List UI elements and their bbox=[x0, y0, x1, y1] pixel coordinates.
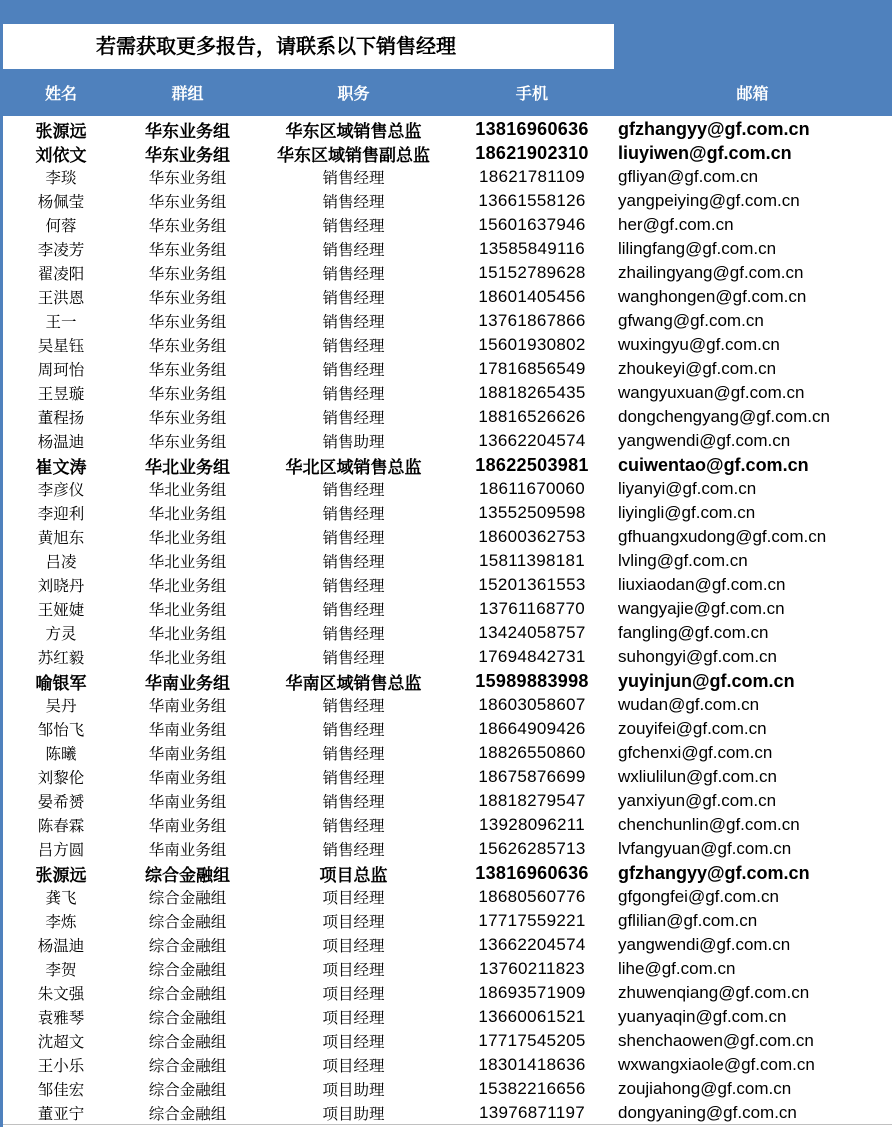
contact-group: 华北业务组 bbox=[148, 529, 227, 547]
table-row bbox=[3, 1029, 892, 1053]
contact-email[interactable]: gfliyan@gf.com.cn bbox=[618, 167, 759, 186]
contact-phone: 18816526626 bbox=[478, 407, 586, 426]
contact-email[interactable]: wuxingyu@gf.com.cn bbox=[618, 335, 780, 354]
contact-name: 方灵 bbox=[45, 625, 77, 643]
contact-email[interactable]: gfchenxi@gf.com.cn bbox=[618, 743, 773, 762]
contact-group: 华北业务组 bbox=[148, 577, 227, 595]
contact-role: 销售经理 bbox=[322, 193, 385, 211]
contact-phone: 13585849116 bbox=[478, 239, 586, 258]
contact-role: 销售经理 bbox=[322, 841, 385, 859]
table-row bbox=[3, 669, 892, 693]
contact-group: 综合金融组 bbox=[148, 1057, 227, 1075]
contact-phone: 13760211823 bbox=[478, 959, 586, 978]
table-row bbox=[3, 429, 892, 453]
contact-role: 销售经理 bbox=[322, 793, 385, 811]
contact-group: 华东业务组 bbox=[148, 337, 227, 355]
contact-email[interactable]: her@gf.com.cn bbox=[618, 215, 734, 234]
contact-group: 华南业务组 bbox=[148, 769, 227, 787]
contact-group: 华东业务组 bbox=[148, 385, 227, 403]
table-row bbox=[3, 357, 892, 381]
contact-name: 沈超文 bbox=[37, 1033, 85, 1051]
contact-email[interactable]: zoujiahong@gf.com.cn bbox=[618, 1079, 792, 1098]
contact-group: 华东业务组 bbox=[148, 361, 227, 379]
table-row bbox=[3, 309, 892, 333]
contact-group: 华东业务组 bbox=[148, 193, 227, 211]
contact-role: 销售经理 bbox=[322, 289, 385, 307]
contact-group: 华东业务组 bbox=[148, 169, 227, 187]
contact-name: 王一 bbox=[45, 313, 77, 331]
table-row bbox=[3, 957, 892, 981]
contact-phone: 13976871197 bbox=[478, 1103, 586, 1122]
contact-role: 销售经理 bbox=[322, 697, 385, 715]
table-row bbox=[3, 909, 892, 933]
contact-phone: 13661558126 bbox=[478, 191, 586, 210]
contact-email[interactable]: wxliulilun@gf.com.cn bbox=[618, 767, 777, 786]
contact-name: 董亚宁 bbox=[37, 1105, 85, 1123]
contact-name: 张源远 bbox=[35, 121, 87, 142]
contact-group: 华东业务组 bbox=[148, 433, 227, 451]
table-row bbox=[3, 141, 892, 165]
contact-name: 周珂怡 bbox=[37, 361, 85, 379]
table-row bbox=[3, 861, 892, 885]
contact-name: 吕方圆 bbox=[37, 841, 85, 859]
table-row bbox=[3, 597, 892, 621]
contact-group: 华东业务组 bbox=[148, 409, 227, 427]
contact-name: 邹怡飞 bbox=[37, 721, 85, 739]
contact-role: 销售经理 bbox=[322, 385, 385, 403]
contact-name: 袁雅琴 bbox=[37, 1009, 85, 1027]
contact-phone: 15601637946 bbox=[478, 215, 586, 234]
contact-phone: 15601930802 bbox=[478, 335, 586, 354]
contact-role: 销售经理 bbox=[322, 481, 385, 499]
contact-phone: 13552509598 bbox=[478, 503, 586, 522]
header-group: 群组 bbox=[171, 84, 204, 103]
contact-role: 项目经理 bbox=[322, 985, 385, 1003]
contact-group: 综合金融组 bbox=[148, 1009, 227, 1027]
contact-email[interactable]: yangwendi@gf.com.cn bbox=[618, 935, 791, 954]
contact-role: 华南区域销售总监 bbox=[285, 673, 422, 694]
table-row bbox=[3, 525, 892, 549]
contact-role: 项目经理 bbox=[322, 913, 385, 931]
contact-group: 综合金融组 bbox=[148, 985, 227, 1003]
contact-role: 销售经理 bbox=[322, 601, 385, 619]
contact-role: 销售经理 bbox=[322, 577, 385, 595]
contact-group: 华北业务组 bbox=[148, 649, 227, 667]
contact-group: 华北业务组 bbox=[148, 601, 227, 619]
contact-email[interactable]: yangpeiying@gf.com.cn bbox=[618, 191, 800, 210]
contact-phone: 13662204574 bbox=[478, 431, 586, 450]
contact-phone: 13662204574 bbox=[478, 935, 586, 954]
contact-name: 龚飞 bbox=[45, 889, 77, 907]
table-row bbox=[3, 1077, 892, 1101]
contact-email[interactable]: gfzhangyy@gf.com.cn bbox=[618, 862, 810, 883]
contact-group: 华东业务组 bbox=[148, 265, 227, 283]
contact-name: 刘黎伦 bbox=[37, 769, 85, 787]
contact-role: 华北区域销售总监 bbox=[285, 457, 422, 478]
contact-email[interactable]: shenchaowen@gf.com.cn bbox=[618, 1031, 814, 1050]
contact-phone: 13816960636 bbox=[475, 118, 589, 139]
contact-name: 杨佩莹 bbox=[37, 193, 85, 211]
table-row bbox=[3, 501, 892, 525]
contact-role: 项目经理 bbox=[322, 961, 385, 979]
contact-role: 销售经理 bbox=[322, 529, 385, 547]
contact-phone: 18680560776 bbox=[478, 887, 586, 906]
table-row bbox=[3, 477, 892, 501]
contact-phone: 18603058607 bbox=[478, 695, 586, 714]
contact-name: 李凌芳 bbox=[37, 241, 85, 259]
contact-name: 翟凌阳 bbox=[37, 265, 85, 283]
contact-name: 杨温迪 bbox=[37, 433, 85, 451]
contact-name: 陈曦 bbox=[45, 745, 77, 763]
table-row bbox=[3, 405, 892, 429]
table-row bbox=[3, 261, 892, 285]
table-row bbox=[3, 453, 892, 477]
contact-role: 销售经理 bbox=[322, 649, 385, 667]
header-phone: 手机 bbox=[515, 86, 549, 103]
contact-phone: 18301418636 bbox=[478, 1055, 586, 1074]
contact-group: 综合金融组 bbox=[148, 961, 227, 979]
contact-phone: 18621902310 bbox=[475, 142, 589, 163]
contact-role: 销售经理 bbox=[322, 409, 385, 427]
table-row bbox=[3, 645, 892, 669]
contact-email[interactable]: zhoukeyi@gf.com.cn bbox=[618, 359, 777, 378]
contact-group: 综合金融组 bbox=[148, 937, 227, 955]
contact-group: 华东业务组 bbox=[148, 217, 227, 235]
contact-group: 华南业务组 bbox=[148, 745, 227, 763]
contact-group: 综合金融组 bbox=[148, 1105, 227, 1123]
header-email: 邮箱 bbox=[736, 86, 769, 103]
contact-email[interactable]: cuiwentao@gf.com.cn bbox=[618, 454, 809, 475]
contact-email[interactable]: dongchengyang@gf.com.cn bbox=[618, 407, 830, 426]
contact-email[interactable]: yuanyaqin@gf.com.cn bbox=[618, 1007, 787, 1026]
contact-group: 华南业务组 bbox=[148, 817, 227, 835]
contact-name: 何蓉 bbox=[45, 217, 77, 235]
contact-phone: 13928096211 bbox=[478, 815, 586, 834]
contact-name: 刘依文 bbox=[35, 145, 87, 166]
contact-group: 华南业务组 bbox=[148, 793, 227, 811]
contact-email[interactable]: gfzhangyy@gf.com.cn bbox=[618, 118, 810, 139]
table-row bbox=[3, 213, 892, 237]
contact-name: 杨温迪 bbox=[37, 937, 85, 955]
contact-group: 华东业务组 bbox=[148, 241, 227, 259]
contact-phone: 13424058757 bbox=[478, 623, 586, 642]
contact-phone: 18818279547 bbox=[478, 791, 586, 810]
contact-email[interactable]: zouyifei@gf.com.cn bbox=[618, 719, 767, 738]
contact-name: 崔文涛 bbox=[35, 457, 87, 478]
contact-name: 刘晓丹 bbox=[37, 577, 85, 595]
table-row bbox=[3, 1053, 892, 1077]
table-bottom-border bbox=[3, 1124, 892, 1125]
contact-phone: 18826550860 bbox=[478, 743, 586, 762]
contact-group: 华北业务组 bbox=[148, 625, 227, 643]
contact-role: 项目经理 bbox=[322, 889, 385, 907]
contact-email[interactable]: liuyiwen@gf.com.cn bbox=[618, 142, 792, 163]
contact-group: 华南业务组 bbox=[148, 697, 227, 715]
contact-name: 王娅婕 bbox=[37, 601, 85, 619]
contact-name: 王洪恩 bbox=[37, 289, 85, 307]
contact-name: 陈春霖 bbox=[37, 817, 85, 835]
table-row bbox=[3, 981, 892, 1005]
contact-email[interactable]: fangling@gf.com.cn bbox=[618, 623, 769, 642]
contact-phone: 18601405456 bbox=[478, 287, 586, 306]
table-row bbox=[3, 789, 892, 813]
contact-email[interactable]: lilingfang@gf.com.cn bbox=[618, 239, 777, 258]
contact-role: 销售助理 bbox=[322, 433, 385, 451]
contact-phone: 15989883998 bbox=[475, 670, 589, 691]
contact-email[interactable]: wudan@gf.com.cn bbox=[618, 695, 760, 714]
contact-role: 项目经理 bbox=[322, 1009, 385, 1027]
table-row bbox=[3, 189, 892, 213]
table-row bbox=[3, 933, 892, 957]
table-row bbox=[3, 117, 892, 141]
contact-email[interactable]: lvfangyuan@gf.com.cn bbox=[618, 839, 792, 858]
contact-role: 销售经理 bbox=[322, 337, 385, 355]
contact-role: 销售经理 bbox=[322, 265, 385, 283]
contact-email[interactable]: gflilian@gf.com.cn bbox=[618, 911, 758, 930]
contact-phone: 15811398181 bbox=[478, 551, 586, 570]
contact-group: 华北业务组 bbox=[148, 481, 227, 499]
contact-group: 综合金融组 bbox=[148, 1081, 227, 1099]
table-row bbox=[3, 333, 892, 357]
table-row bbox=[3, 1005, 892, 1029]
contact-email[interactable]: yangwendi@gf.com.cn bbox=[618, 431, 791, 450]
contact-phone: 17717545205 bbox=[478, 1031, 586, 1050]
contact-role: 项目总监 bbox=[319, 865, 388, 886]
contact-email[interactable]: liyingli@gf.com.cn bbox=[618, 503, 756, 522]
contact-role: 项目助理 bbox=[322, 1081, 385, 1099]
contact-group: 华东业务组 bbox=[145, 121, 230, 142]
contact-phone: 17816856549 bbox=[478, 359, 586, 378]
contact-phone: 13816960636 bbox=[475, 862, 589, 883]
table-row bbox=[3, 693, 892, 717]
contact-phone: 13660061521 bbox=[478, 1007, 586, 1026]
contact-phone: 18600362753 bbox=[478, 527, 586, 546]
contact-role: 项目经理 bbox=[322, 1033, 385, 1051]
contact-name: 邹佳宏 bbox=[37, 1081, 85, 1099]
contact-name: 苏红毅 bbox=[37, 649, 85, 667]
table-row bbox=[3, 621, 892, 645]
table-row bbox=[3, 237, 892, 261]
contact-phone: 18611670060 bbox=[478, 479, 586, 498]
table-row bbox=[3, 573, 892, 597]
contact-email[interactable]: chenchunlin@gf.com.cn bbox=[618, 815, 800, 834]
contact-role: 华东区域销售总监 bbox=[285, 121, 422, 142]
contact-role: 华东区域销售副总监 bbox=[277, 145, 430, 166]
contact-email[interactable]: liyanyi@gf.com.cn bbox=[618, 479, 757, 498]
contact-group: 华北业务组 bbox=[148, 553, 227, 571]
contact-group: 华北业务组 bbox=[145, 457, 230, 478]
contact-name: 李迎利 bbox=[37, 505, 85, 523]
contact-email[interactable]: liuxiaodan@gf.com.cn bbox=[618, 575, 786, 594]
contact-phone: 15382216656 bbox=[478, 1079, 586, 1098]
table-row bbox=[3, 741, 892, 765]
contact-role: 销售经理 bbox=[322, 625, 385, 643]
table-row bbox=[3, 837, 892, 861]
contact-role: 销售经理 bbox=[322, 169, 385, 187]
contact-phone: 13761168770 bbox=[478, 599, 586, 618]
contact-group: 综合金融组 bbox=[148, 913, 227, 931]
contact-role: 销售经理 bbox=[322, 769, 385, 787]
contact-phone: 18621781109 bbox=[478, 167, 586, 186]
table-row bbox=[3, 381, 892, 405]
contact-role: 销售经理 bbox=[322, 241, 385, 259]
contact-phone: 18818265435 bbox=[478, 383, 586, 402]
contact-table bbox=[3, 117, 892, 1125]
contact-role: 销售经理 bbox=[322, 505, 385, 523]
contact-role: 销售经理 bbox=[322, 817, 385, 835]
contact-email[interactable]: wangyajie@gf.com.cn bbox=[618, 599, 785, 618]
contact-phone: 17694842731 bbox=[478, 647, 586, 666]
contact-group: 华东业务组 bbox=[148, 313, 227, 331]
table-row bbox=[3, 813, 892, 837]
contact-email[interactable]: dongyaning@gf.com.cn bbox=[618, 1103, 797, 1122]
contact-group: 华南业务组 bbox=[148, 841, 227, 859]
contact-group: 华东业务组 bbox=[148, 289, 227, 307]
contact-name: 张源远 bbox=[35, 865, 87, 886]
table-row bbox=[3, 885, 892, 909]
contact-role: 销售经理 bbox=[322, 313, 385, 331]
contact-name: 吕凌 bbox=[45, 553, 77, 571]
contact-name: 李炼 bbox=[45, 913, 77, 931]
contact-email[interactable]: suhongyi@gf.com.cn bbox=[618, 647, 778, 666]
contact-email[interactable]: zhailingyang@gf.com.cn bbox=[618, 263, 804, 282]
contact-role: 销售经理 bbox=[322, 361, 385, 379]
contact-phone: 18675876699 bbox=[478, 767, 586, 786]
contact-email[interactable]: gfgongfei@gf.com.cn bbox=[618, 887, 779, 906]
contact-role: 销售经理 bbox=[322, 217, 385, 235]
contact-group: 综合金融组 bbox=[145, 865, 230, 886]
contact-name: 董程扬 bbox=[37, 409, 85, 427]
contact-role: 销售经理 bbox=[322, 721, 385, 739]
contact-email[interactable]: wanghongen@gf.com.cn bbox=[618, 287, 807, 306]
contact-phone: 18664909426 bbox=[478, 719, 586, 738]
contact-group: 综合金融组 bbox=[148, 1033, 227, 1051]
contact-phone: 18622503981 bbox=[475, 454, 589, 475]
table-header bbox=[3, 69, 892, 116]
contact-name: 黄旭东 bbox=[37, 529, 85, 547]
contact-role: 销售经理 bbox=[322, 553, 385, 571]
contact-email[interactable]: yanxiyun@gf.com.cn bbox=[618, 791, 777, 810]
contact-name: 李彦仪 bbox=[37, 481, 85, 499]
contact-email[interactable]: wangyuxuan@gf.com.cn bbox=[618, 383, 805, 402]
table-row bbox=[3, 717, 892, 741]
contact-group: 华南业务组 bbox=[148, 721, 227, 739]
contact-name: 李贺 bbox=[45, 961, 77, 979]
contact-role: 销售经理 bbox=[322, 745, 385, 763]
contact-role: 项目助理 bbox=[322, 1105, 385, 1123]
contact-phone: 13761867866 bbox=[478, 311, 586, 330]
contact-group: 华北业务组 bbox=[148, 505, 227, 523]
header-role: 职务 bbox=[337, 84, 370, 103]
header-name: 姓名 bbox=[44, 84, 77, 103]
table-row bbox=[3, 765, 892, 789]
table-row bbox=[3, 549, 892, 573]
contact-phone: 15201361553 bbox=[478, 575, 586, 594]
contact-phone: 15626285713 bbox=[478, 839, 586, 858]
contact-group: 华东业务组 bbox=[145, 145, 230, 166]
contact-phone: 18693571909 bbox=[478, 983, 586, 1002]
table-row bbox=[3, 1101, 892, 1125]
contact-phone: 17717559221 bbox=[478, 911, 586, 930]
contact-email[interactable]: lvling@gf.com.cn bbox=[618, 551, 748, 570]
contact-name: 朱文强 bbox=[37, 985, 85, 1003]
contact-email[interactable]: gfhuangxudong@gf.com.cn bbox=[618, 527, 827, 546]
contact-group: 综合金融组 bbox=[148, 889, 227, 907]
banner-title: 若需获取更多报告，请联系以下销售经理 bbox=[96, 34, 456, 58]
contact-email[interactable]: wxwangxiaole@gf.com.cn bbox=[618, 1055, 815, 1074]
contact-name: 晏希赟 bbox=[37, 793, 85, 811]
contact-name: 王小乐 bbox=[37, 1057, 85, 1075]
table-row bbox=[3, 285, 892, 309]
table-row bbox=[3, 165, 892, 189]
contact-email[interactable]: gfwang@gf.com.cn bbox=[618, 311, 764, 330]
contact-name: 李琰 bbox=[45, 169, 77, 187]
contact-name: 王昱璇 bbox=[37, 385, 85, 403]
contact-name: 吴丹 bbox=[45, 697, 77, 715]
contact-email[interactable]: lihe@gf.com.cn bbox=[618, 959, 736, 978]
contact-email[interactable]: yuyinjun@gf.com.cn bbox=[618, 670, 795, 691]
contact-group: 华南业务组 bbox=[145, 673, 230, 694]
contact-name: 喻银军 bbox=[35, 673, 87, 694]
contact-name: 吴星钰 bbox=[37, 337, 85, 355]
contact-role: 项目经理 bbox=[322, 937, 385, 955]
contact-phone: 15152789628 bbox=[478, 263, 586, 282]
contact-email[interactable]: zhuwenqiang@gf.com.cn bbox=[618, 983, 810, 1002]
contact-role: 项目经理 bbox=[322, 1057, 385, 1075]
